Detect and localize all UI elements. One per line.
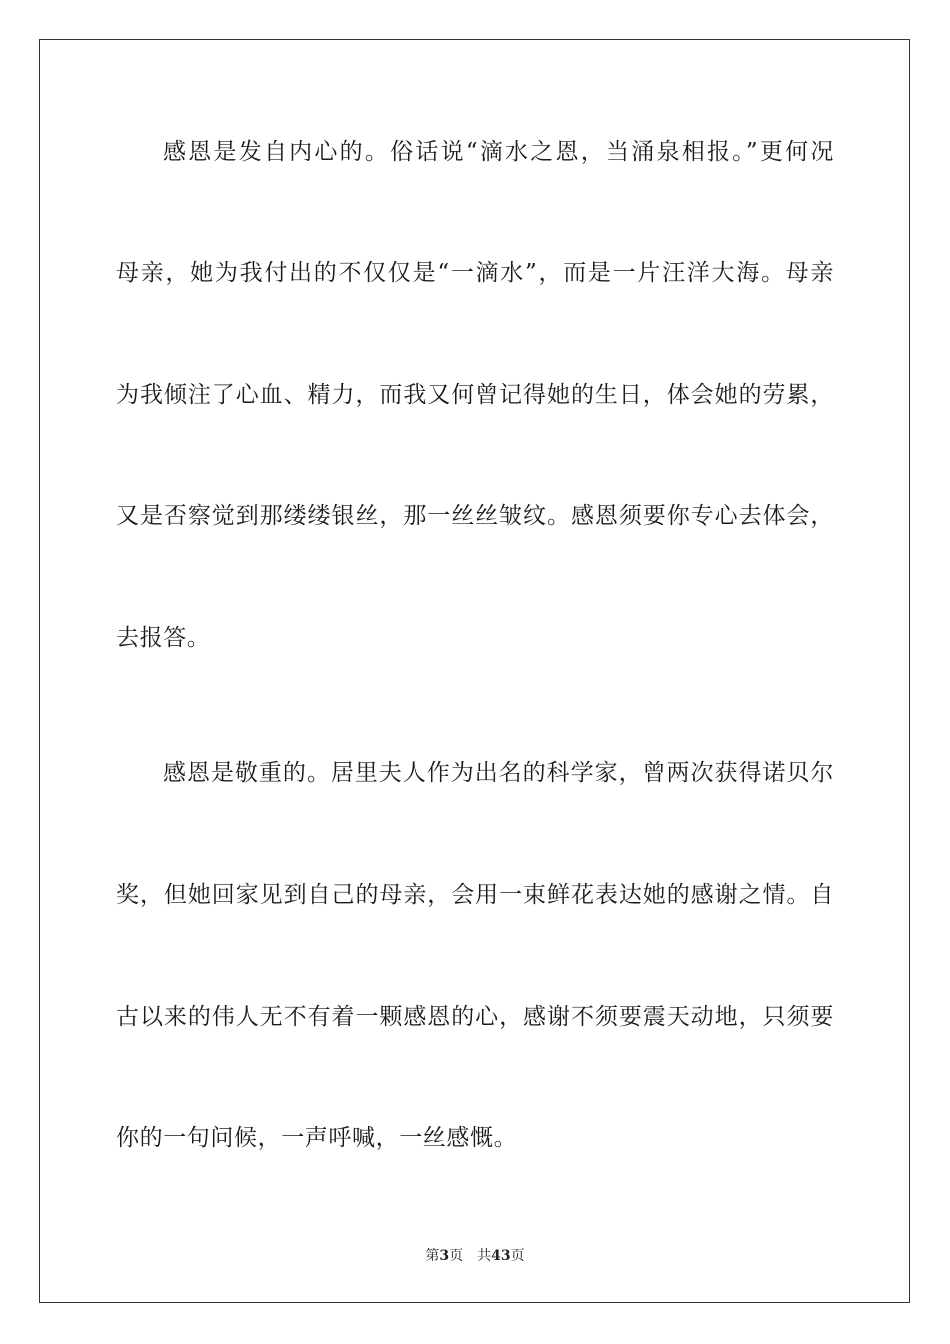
paragraph-1-line-2: 母亲，她为我付出的不仅仅是“一滴水”，而是一片汪洋大海。母亲 [116, 260, 834, 286]
total-suffix: 页 [510, 1248, 525, 1264]
paragraph-2-line-1: 感恩是敬重的。居里夫人作为出名的科学家，曾两次获得诺贝尔 [163, 760, 834, 786]
paragraph-1-line-4: 又是否察觉到那缕缕银丝，那一丝丝皱纹。感恩须要你专心去体会， [116, 503, 834, 529]
paragraph-2-line-4: 你的一句问候，一声呼喊，一丝感慨。 [116, 1125, 518, 1151]
page-footer [0, 1247, 950, 1265]
paragraph-1-line-3: 为我倾注了心血、精力，而我又何曾记得她的生日，体会她的劳累， [116, 382, 834, 408]
paragraph-1-line-5: 去报答。 [116, 625, 211, 651]
page-frame [39, 39, 910, 1303]
page-suffix: 页 [449, 1248, 464, 1264]
paragraph-2-line-2: 奖，但她回家见到自己的母亲，会用一束鲜花表达她的感谢之情。自 [116, 882, 834, 908]
paragraph-2-line-3: 古以来的伟人无不有着一颗感恩的心，感谢不须要震天动地，只须要 [116, 1004, 834, 1030]
page-prefix: 第 [425, 1248, 440, 1264]
paragraph-1-line-1: 感恩是发自内心的。俗话说“滴水之恩，当涌泉相报。”更何况 [163, 139, 834, 165]
total-pages: 43 [491, 1248, 511, 1264]
total-prefix: 共 [477, 1248, 492, 1264]
page-number: 3 [439, 1248, 450, 1264]
